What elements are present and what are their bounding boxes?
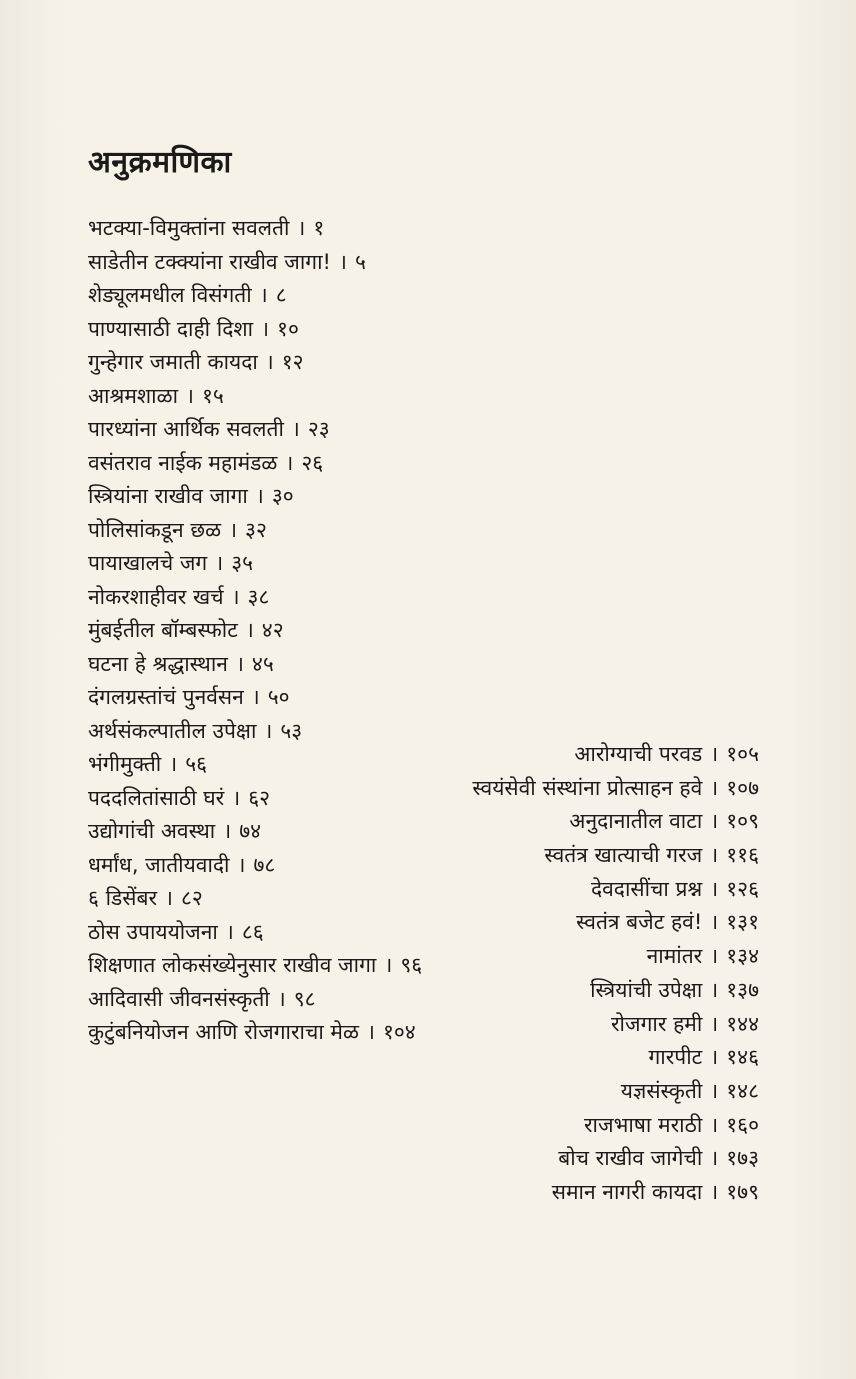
toc-entry-text: बोच राखीव जागेची (558, 1146, 703, 1171)
toc-entry-page: १३४ (726, 944, 759, 969)
toc-separator: । (710, 1078, 719, 1103)
toc-entry-page: १४८ (726, 1078, 759, 1103)
toc-entry-text: नामांतर (646, 944, 703, 969)
toc-separator: । (710, 910, 719, 935)
toc-entry (472, 940, 759, 974)
toc-entry-text: स्वतंत्र खात्याची गरज (544, 843, 703, 868)
toc-entry-page: १३१ (726, 910, 759, 935)
toc-entry-text: अनुदानातील वाटा (569, 809, 703, 834)
toc-entry (88, 279, 422, 313)
toc-entry-page: १५ (201, 383, 224, 408)
toc-entry-page: ५० (267, 685, 290, 709)
toc-entry-text: यज्ञसंस्कृती (620, 1078, 703, 1103)
toc-entry-page: ६२ (248, 785, 271, 810)
toc-separator: । (285, 450, 294, 475)
toc-entry-page: ४५ (251, 651, 274, 676)
toc-entry (88, 212, 422, 246)
toc-separator: । (366, 1020, 375, 1044)
toc-entry (472, 1041, 759, 1075)
toc-entry (88, 815, 422, 849)
toc-entry-text: गारपीट (648, 1045, 703, 1070)
toc-entry-page: २६ (301, 450, 324, 475)
toc-entry-page: ४२ (261, 618, 284, 642)
toc-entry-page: ५३ (280, 718, 303, 743)
toc-separator: । (265, 350, 274, 374)
toc-entry-text: नोकरशाहीवर खर्च (88, 584, 224, 609)
toc-separator: । (710, 944, 719, 969)
toc-entry (88, 949, 422, 983)
toc-entry-page: १०४ (382, 1020, 416, 1044)
toc-entry-page: १३७ (726, 977, 759, 1002)
toc-entry-page: १६० (726, 1112, 759, 1137)
toc-entry-text: घटना हे श्रद्धास्थान (88, 651, 228, 676)
toc-entry-text: पददलितांसाठी घरं (88, 785, 225, 810)
toc-separator: । (291, 417, 300, 441)
toc-separator: । (710, 1179, 719, 1204)
toc-entry (88, 447, 422, 481)
toc-entry-page: १०५ (726, 742, 759, 766)
toc-entry-page: १७३ (726, 1146, 759, 1171)
toc-entry-text: साडेतीन टक्क्यांना राखीव जागा! (88, 249, 331, 274)
toc-separator: । (710, 1011, 719, 1036)
toc-separator: । (710, 809, 719, 834)
toc-entry-page: ३५ (231, 551, 254, 575)
toc-entry-text: आश्रमशाळा (88, 383, 179, 408)
toc-entry-text: भटक्या-विमुक्तांना सवलती (88, 216, 290, 240)
toc-entry-text: स्वतंत्र बजेट हवं! (576, 910, 703, 935)
toc-separator: । (277, 986, 286, 1011)
toc-entry-page: ९६ (400, 953, 423, 977)
toc-entry (472, 805, 759, 839)
toc-entry (88, 849, 422, 883)
toc-entry-text: कुटुंबनियोजन आणि रोजगाराचा मेळ (88, 1020, 359, 1044)
toc-entry (88, 547, 422, 581)
toc-entry-text: समान नागरी कायदा (551, 1179, 703, 1204)
toc-entry-page: १२६ (726, 876, 759, 901)
toc-entry-page: ३८ (247, 584, 270, 609)
toc-entry-page: ११६ (726, 843, 759, 868)
toc-entry-page: ५६ (185, 752, 208, 776)
toc-separator: । (223, 819, 232, 843)
toc-entry (88, 748, 422, 782)
toc-entry-text: उद्योगांची अवस्था (88, 819, 216, 843)
toc-separator: । (169, 752, 178, 776)
toc-entry-page: ८ (275, 283, 287, 307)
toc-separator: । (710, 843, 719, 868)
toc-separator: । (710, 1112, 719, 1137)
toc-entry (88, 480, 422, 514)
toc-entry-page: ८२ (181, 886, 203, 910)
toc-entry (472, 839, 759, 873)
toc-separator: । (710, 1045, 719, 1070)
toc-entry (472, 1176, 759, 1210)
toc-entry (472, 1075, 759, 1109)
toc-entry-page: २३ (307, 417, 330, 441)
toc-entry (88, 614, 422, 648)
toc-entry-text: ६ डिसेंबर (88, 886, 158, 910)
toc-entry-text: पाण्यासाठी दाही दिशा (88, 316, 254, 341)
toc-entry (472, 1142, 759, 1176)
toc-separator: । (186, 383, 194, 408)
toc-entry (88, 514, 422, 548)
toc-entry-page: ९८ (293, 986, 316, 1011)
toc-separator: । (225, 919, 234, 944)
toc-entry (88, 715, 422, 749)
toc-separator: । (297, 216, 306, 240)
toc-entry-text: पायाखालचे जग (88, 551, 208, 575)
toc-entry (472, 906, 759, 940)
toc-entry (88, 916, 422, 950)
toc-entry-page: १०७ (726, 775, 759, 800)
toc-entry-page: १४६ (726, 1045, 759, 1070)
toc-separator: । (710, 742, 719, 766)
toc-separator: । (165, 886, 174, 910)
toc-entry-page: १७९ (726, 1179, 759, 1204)
toc-entry-page: १०९ (726, 809, 759, 834)
toc-separator: । (255, 484, 264, 508)
toc-entry (472, 873, 759, 907)
toc-entry-page: १४४ (726, 1011, 759, 1036)
toc-separator: । (264, 718, 273, 743)
toc-entry-text: आरोग्याची परवड (574, 742, 703, 766)
toc-entry-page: १ (313, 216, 325, 240)
toc-entry-text: ठोस उपाययोजना (88, 919, 218, 944)
toc-entry-page: ३२ (245, 517, 267, 542)
toc-entry-text: शिक्षणात लोकसंख्येनुसार राखीव जागा (88, 953, 377, 977)
toc-entry (472, 1109, 759, 1143)
toc-separator: । (710, 876, 719, 901)
toc-entry-page: १० (277, 316, 299, 341)
toc-entry-text: स्वयंसेवी संस्थांना प्रोत्साहन हवे (472, 775, 703, 800)
toc-left-column (88, 212, 422, 1050)
toc-entry (88, 581, 422, 615)
toc-entry-text: शेड्यूलमधील विसंगती (88, 283, 252, 307)
toc-separator: । (710, 1146, 719, 1171)
toc-entry (88, 1016, 422, 1050)
toc-entry-page: ५ (354, 249, 366, 274)
toc-entry-text: धर्मांध, जातीयवादी (88, 852, 230, 877)
toc-entry-page: ३० (271, 484, 294, 508)
toc-separator: । (710, 977, 719, 1002)
toc-right-column (472, 738, 759, 1210)
toc-separator: । (384, 953, 393, 977)
toc-separator: । (215, 551, 224, 575)
toc-entry-text: भंगीमुक्ती (88, 752, 162, 776)
toc-entry (88, 313, 422, 347)
toc-separator: । (710, 775, 719, 800)
toc-entry-text: रोजगार हमी (610, 1011, 703, 1036)
toc-entry (472, 974, 759, 1008)
toc-entry-page: ७८ (253, 852, 276, 877)
toc-entry (88, 681, 422, 715)
toc-separator: । (245, 618, 254, 642)
toc-entry-text: पोलिसांकडून छळ (88, 517, 222, 542)
toc-entry (88, 413, 422, 447)
toc-entry-page: ८६ (241, 919, 264, 944)
toc-entry-text: दंगलग्रस्तांचं पुनर्वसन (88, 685, 244, 709)
toc-separator: । (338, 249, 347, 274)
toc-entry-text: राजभाषा मराठी (583, 1112, 703, 1137)
toc-entry-text: वसंतराव नाईक महामंडळ (88, 450, 278, 475)
toc-separator: । (237, 852, 246, 877)
toc-entry-text: आदिवासी जीवनसंस्कृती (88, 986, 270, 1011)
toc-separator: । (235, 651, 244, 676)
toc-entry-text: मुंबईतील बॉम्बस्फोट (88, 618, 238, 642)
toc-entry-text: अर्थसंकल्पातील उपेक्षा (88, 718, 257, 743)
toc-separator: । (261, 316, 270, 341)
toc-entry (88, 882, 422, 916)
toc-entry-text: पारध्यांना आर्थिक सवलती (88, 417, 284, 441)
toc-entry-page: ७४ (239, 819, 262, 843)
page-title: अनुक्रमणिका (88, 145, 232, 180)
toc-separator: । (231, 584, 240, 609)
toc-entry (88, 648, 422, 682)
toc-entry (472, 738, 759, 772)
toc-entry (472, 772, 759, 806)
toc-entry-text: देवदासींचा प्रश्न (590, 876, 703, 901)
toc-entry (88, 983, 422, 1017)
toc-entry (472, 1008, 759, 1042)
toc-entry-text: गुन्हेगार जमाती कायदा (88, 350, 258, 374)
toc-separator: । (251, 685, 260, 709)
toc-entry-page: १२ (281, 350, 304, 374)
toc-entry (88, 246, 422, 280)
toc-separator: । (232, 785, 241, 810)
toc-entry (88, 782, 422, 816)
toc-entry (88, 346, 422, 380)
toc-separator: । (259, 283, 268, 307)
toc-entry (88, 380, 422, 414)
toc-separator: । (229, 517, 238, 542)
toc-entry-text: स्त्रियांची उपेक्षा (590, 977, 703, 1002)
toc-entry-text: स्त्रियांना राखीव जागा (88, 484, 248, 508)
